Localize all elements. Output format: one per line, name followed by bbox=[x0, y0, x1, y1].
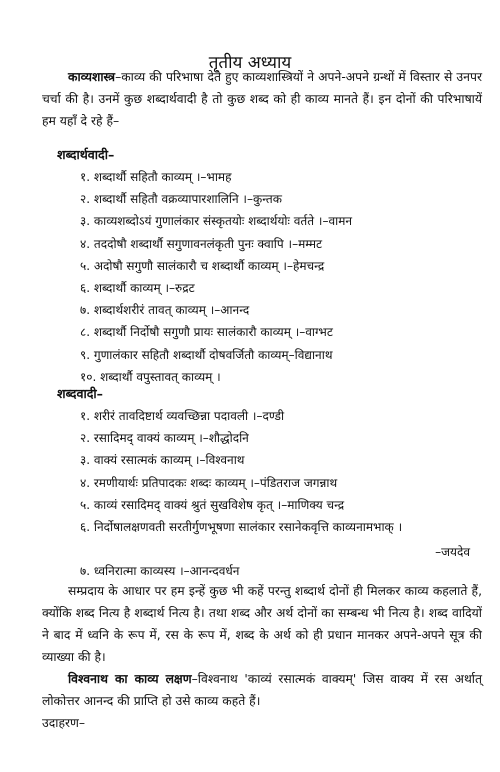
sampradaya-paragraph bbox=[42, 580, 482, 668]
vishwanath-text: –विश्वनाथ 'काव्यं रसात्मकं वाक्यम्' जिस वाक्य में रस अर्थात् लोकोत्तर आनन्द की प्राप्ति हो उसे काव्य कहते हैं। bbox=[42, 672, 483, 708]
list-item: ४. रमणीयार्थः प्रतिपादकः शब्दः काव्यम् ।–पंडितराज जगन्नाथ bbox=[80, 475, 338, 490]
list-item: २. रसादिमद् वाक्यं काव्यम् ।–शौद्धोदनि bbox=[80, 431, 249, 446]
list-item: १. शब्दार्थौ सहितौ काव्यम् ।–भामह bbox=[80, 170, 232, 184]
example-label: उदाहरण– bbox=[42, 716, 86, 730]
sampradaya-text: सम्प्रदाय के आधार पर हम इन्हें कुछ भी कहें परन्तु शब्दार्थ दोनों ही मिलकर काव्य कहलाते हैं, क्योंकि शब्द नित्य है शब्दार्थ नित्य है। तथा शब्द और अर्थ दोनों का सम्बन्ध भी नित्य है। शब्द वादियों ने बाद में ध्वनि के रूप में, रस के रूप में, शब्द के अर्थ को ही प्रधान मानकर अपने-अपने सूत्र की व्याख्या की है। bbox=[42, 584, 482, 664]
intro-paragraph bbox=[42, 66, 482, 132]
item6-author: –जयदेव bbox=[435, 545, 470, 559]
section-heading-shabdarthavadi: शब्दार्थवादी– bbox=[57, 147, 115, 162]
chapter-title: तृतीय अध्याय bbox=[208, 53, 292, 73]
vishwanath-lead: विश्वनाथ का काव्य लक्षण bbox=[68, 672, 192, 686]
list-item: १. शरीरं तावदिष्टार्थ व्यवच्छिन्ना पदावली ।–दण्डी bbox=[80, 409, 285, 423]
intro-lead: काव्यशास्त्र bbox=[68, 70, 116, 84]
list-item: ६. निर्दोषालक्षणवती सरतीर्गुणभूषणा सालंकार रसानेकवृत्ति काव्यनामभाक् । bbox=[80, 519, 403, 534]
list-item: ६. शब्दार्थौ काव्यम् ।–रुद्रट bbox=[80, 280, 195, 295]
list-item: २. शब्दार्थौ सहितौ वक्रव्यापारशालिनि ।–कुन्तक bbox=[80, 192, 282, 207]
shabdavadi-list bbox=[80, 405, 480, 538]
list-item: ४. तददोषौ शब्दार्थौ सगुणावनलंकृती पुनः क्वापि ।–मम्मट bbox=[80, 236, 323, 251]
shabdavadi-item-7 bbox=[80, 560, 480, 582]
list-item: १०. शब्दार्थौ वपुस्तावत् काव्यम् । bbox=[80, 369, 221, 384]
intro-text: –काव्य की परिभाषा देते हुए काव्यशास्त्रियों ने अपने-अपने ग्रन्थों में विस्तार से उनपर चर्चा की है। उनमें कुछ शब्दार्थवादी है तो कुछ शब्द को ही काव्य मानते हैं। इन दोनों की परिभाषायें हम यहाँ दे रहे हैं– bbox=[42, 70, 482, 128]
list-item: ९. गुणालंकार सहितौ शब्दार्थौ दोषवर्जितौ काव्यम्–विद्यानाथ bbox=[80, 347, 333, 362]
list-item: ५. काव्यं रसादिमद् वाक्यं श्रुतं सुखविशेष कृत् ।–माणिक्य चन्द्र bbox=[80, 497, 345, 512]
list-item: ७. शब्दार्थशरीरं तावत् काव्यम् ।–आनन्द bbox=[80, 303, 250, 318]
list-item: ५. अदोषौ सगुणौ सालंकारौ च शब्दार्थौ काव्यम् ।–हेमचन्द्र bbox=[80, 258, 325, 273]
section-heading-shabdavadi: शब्दवादी– bbox=[57, 386, 103, 401]
shabdarthavadi-list bbox=[80, 166, 480, 388]
list-item: ३. काव्यशब्दोऽयं गुणालंकार संस्कृतयोः शब्दार्थयोः वर्तते ।–वामन bbox=[80, 214, 353, 229]
list-item: ७. ध्वनिरात्मा काव्यस्य ।–आनन्दवर्धन bbox=[80, 564, 240, 578]
list-item: ८. शब्दार्थौ निर्दोषौ सगुणौ प्रायः सालंकारौ काव्यम् ।–वाग्भट bbox=[80, 325, 333, 340]
vishwanath-paragraph bbox=[42, 668, 482, 712]
list-item: ३. वाक्यं रसात्मकं काव्यम् ।–विश्वनाथ bbox=[80, 453, 245, 468]
